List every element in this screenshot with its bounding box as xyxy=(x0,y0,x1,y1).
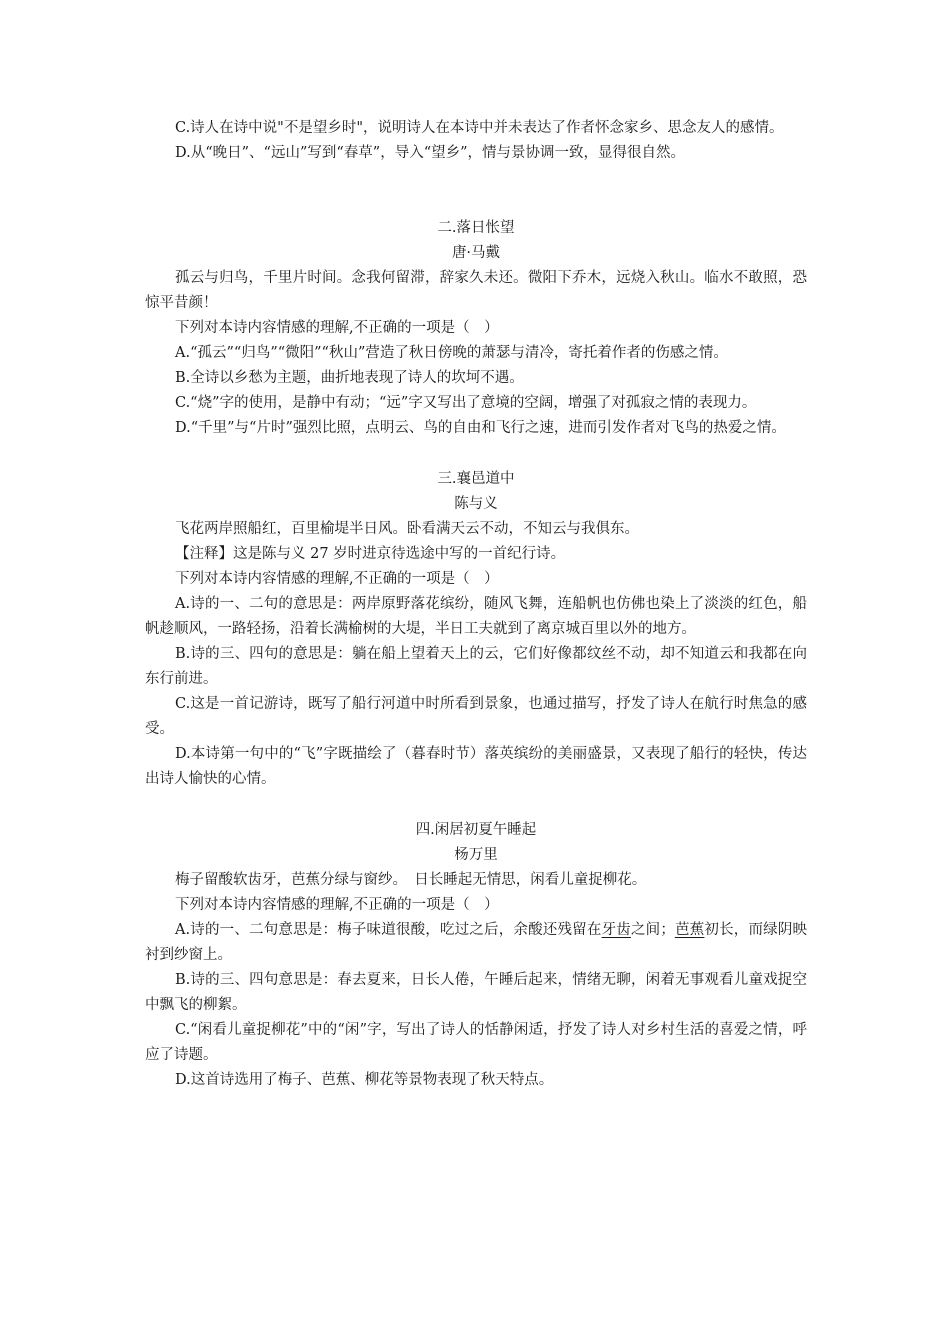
question-stem: 下列对本诗内容情感的理解,不正确的一项是（ ） xyxy=(175,320,499,336)
option-d: D.从“晚日”、“远山”写到“春草”，导入“望乡”，情与景协调一致，显得很自然。 xyxy=(175,145,686,161)
poem-title: 二.落日怅望 xyxy=(437,220,515,236)
document-content xyxy=(145,116,807,1093)
option-c: C.这是一首记游诗，既写了船行河道中时所看到景象，也通过描写，抒发了诗人在航行时焦急的感受。 xyxy=(145,696,807,737)
option-a: A.诗的一、二句的意思是：两岸原野落花缤纷，随风飞舞，连船帆也仿佛也染上了淡淡的红色，船帆趁顺风，一路轻扬，沿着长满榆树的大堤，半日工夫就到了离京城百里以外的地方。 xyxy=(145,596,807,637)
option-a-text-3: 初长，而绿阴映衬到纱窗上。 xyxy=(145,922,808,963)
option-a-text-1: A.诗的一、二句意思是：梅子味道很酸，吃过之后，余酸还残留在 xyxy=(175,922,602,938)
poem-title: 四.闲居初夏午睡起 xyxy=(415,822,537,838)
poem-text: 孤云与归鸟，千里片时间。念我何留滞，辞家久未还。微阳下乔木，远烧入秋山。临水不敢照，恐惊平昔颜！ xyxy=(145,270,807,311)
option-a-text-2: 之间； xyxy=(630,922,675,938)
annotation xyxy=(145,542,807,567)
section-1-tail xyxy=(145,116,807,166)
option-a xyxy=(145,918,807,968)
option-c: C.诗人在诗中说"不是望乡时"，说明诗人在本诗中并未表达了作者怀念家乡、思念友人的感情。 xyxy=(175,120,784,136)
section-3 xyxy=(145,467,807,792)
poem-author: 杨万里 xyxy=(454,847,498,863)
section-4 xyxy=(145,818,807,1093)
poem-author: 唐·马戴 xyxy=(451,245,501,261)
poem-text: 梅子留酸软齿牙，芭蕉分绿与窗纱。 日长睡起无情思，闲看儿童捉柳花。 xyxy=(175,872,647,888)
underlined-word-teeth: 牙齿 xyxy=(601,922,631,938)
option-b: B.诗的三、四句的意思是：躺在船上望着天上的云，它们好像都纹丝不动，却不知道云和我都在向东行前进。 xyxy=(145,646,807,687)
option-b: B.诗的三、四句意思是：春去夏来，日长人倦，午睡后起来，情绪无聊，闲着无事观看儿童戏捉空中飘飞的柳絮。 xyxy=(145,972,807,1013)
underlined-word-banana: 芭蕉 xyxy=(674,922,705,938)
option-c: C.“闲看儿童捉柳花”中的“闲”字，写出了诗人的恬静闲适，抒发了诗人对乡村生活的喜爱之情，呼应了诗题。 xyxy=(145,1022,807,1063)
option-c: C.“烧”字的使用，是静中有动；“远”字又写出了意境的空阔，增强了对孤寂之情的表现力。 xyxy=(175,395,757,411)
option-d: D.这首诗选用了梅子、芭蕉、柳花等景物表现了秋天特点。 xyxy=(175,1072,554,1088)
option-a: A.“孤云”“归鸟”“微阳”“秋山”营造了秋日傍晚的萧瑟与清冷，寄托着作者的伤感之情。 xyxy=(175,345,728,361)
option-b: B.全诗以乡愁为主题，曲折地表现了诗人的坎坷不遇。 xyxy=(175,370,524,386)
annotation-text: 这是陈与义 27 岁时进京待选途中写的一首纪行诗。 xyxy=(233,546,566,562)
option-d: D.本诗第一句中的“飞”字既描绘了（暮春时节）落英缤纷的美丽盛景，又表现了船行的轻快，传达出诗人愉快的心情。 xyxy=(145,746,807,787)
poem-author: 陈与义 xyxy=(454,496,498,512)
poem-text: 飞花两岸照船红，百里榆堤半日风。卧看满天云不动，不知云与我俱东。 xyxy=(175,521,639,537)
section-2 xyxy=(145,216,807,441)
question-stem: 下列对本诗内容情感的理解,不正确的一项是（ ） xyxy=(175,571,499,587)
annotation-label: 【注释】 xyxy=(175,546,233,562)
question-stem: 下列对本诗内容情感的理解,不正确的一项是（ ） xyxy=(175,897,499,913)
option-d: D.“千里”与“片时”强烈比照，点明云、鸟的自由和飞行之速，进而引发作者对飞鸟的热爱之情。 xyxy=(175,420,786,436)
poem-title: 三.襄邑道中 xyxy=(437,471,515,487)
